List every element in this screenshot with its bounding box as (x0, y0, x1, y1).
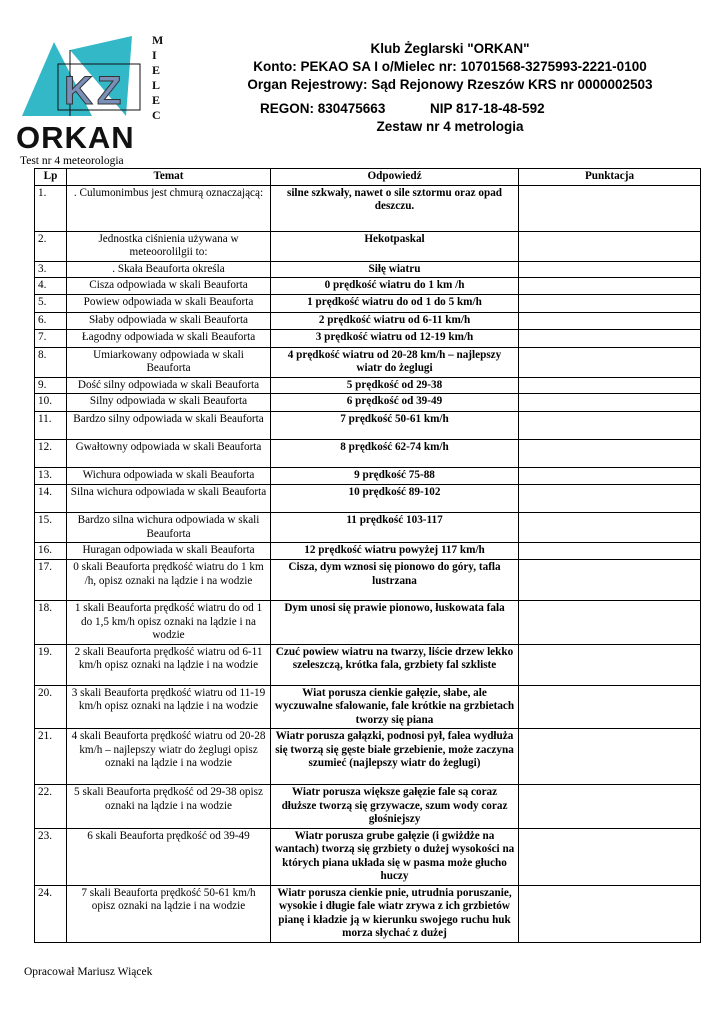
club-header (200, 40, 700, 136)
row-score (519, 394, 701, 412)
nip-number: NIP 817-18-48-592 (430, 101, 545, 116)
row-answer: Wiatr porusza gałązki, podnosi pył, falea wydłuża się tworzą się gęste białe grzebienie, może zaczyna szumieć (najlepszy wiatr do żeglugi) (271, 729, 519, 785)
row-topic: Bardzo silna wichura odpowiada w skali Beauforta (67, 513, 271, 543)
table-row (35, 377, 701, 394)
row-number: 21. (35, 729, 67, 785)
row-topic: Powiew odpowiada w skali Beauforta (67, 294, 271, 312)
row-number: 1. (35, 185, 67, 231)
row-score (519, 312, 701, 329)
table-row (35, 543, 701, 560)
table-row (35, 278, 701, 295)
row-topic: Silny odpowiada w skali Beauforta (67, 394, 271, 412)
author-note: Opracował Mariusz Wiącek (24, 966, 153, 978)
row-topic: 4 skali Beauforta prędkość wiatru od 20-28 km/h – najlepszy wiatr do żeglugi opisz oznaki na lądzie i na wodzie (67, 729, 271, 785)
row-topic: 6 skali Beauforta prędkość od 39-49 (67, 828, 271, 885)
row-topic: 1 skali Beauforta prędkość wiatru do od 1 do 1,5 km/h opisz oznaki na lądzie i na wodzie (67, 601, 271, 645)
row-answer: Wiatr porusza większe gałęzie fale są coraz dłuższe tworzą się grzywacze, szum wody coraz głośniejszy (271, 785, 519, 829)
table-row (35, 440, 701, 468)
row-answer: 11 prędkość 103-117 (271, 513, 519, 543)
row-topic: Umiarkowany odpowiada w skali Beauforta (67, 347, 271, 377)
row-topic: Silna wichura odpowiada w skali Beauforta (67, 485, 271, 513)
row-score (519, 278, 701, 295)
row-score (519, 685, 701, 729)
row-answer: 1 prędkość wiatru do od 1 do 5 km/h (271, 294, 519, 312)
row-answer: Dym unosi się prawie pionowo, łuskowata fala (271, 601, 519, 645)
row-score (519, 828, 701, 885)
row-answer: 2 prędkość wiatru od 6-11 km/h (271, 312, 519, 329)
row-number: 24. (35, 885, 67, 942)
table-row (35, 231, 701, 261)
row-topic: Słaby odpowiada w skali Beauforta (67, 312, 271, 329)
row-answer: Hekotpaskal (271, 231, 519, 261)
row-score (519, 885, 701, 942)
table-row (35, 294, 701, 312)
row-number: 15. (35, 513, 67, 543)
row-topic: Huragan odpowiada w skali Beauforta (67, 543, 271, 560)
row-topic: 2 skali Beauforta prędkość wiatru od 6-11 km/h opisz oznaki na lądzie i na wodzie (67, 644, 271, 685)
logo-wordmark: ORKAN (16, 120, 135, 152)
row-topic: Wichura odpowiada w skali Beauforta (67, 468, 271, 485)
club-logo (14, 30, 166, 152)
row-topic: Gwałtowny odpowiada w skali Beauforta (67, 440, 271, 468)
table-row (35, 329, 701, 347)
club-name: Klub Żeglarski "ORKAN" (370, 41, 530, 56)
row-answer: 8 prędkość 62-74 km/h (271, 440, 519, 468)
registry-info: Organ Rejestrowy: Sąd Rejonowy Rzeszów KRS nr 0000002503 (247, 77, 653, 92)
table-row (35, 412, 701, 440)
row-answer: Wiat porusza cienkie gałęzie, słabe, ale wyczuwalne sfalowanie, fale krótkie na grzbietach tworzy się piana (271, 685, 519, 729)
table-row (35, 513, 701, 543)
row-answer: 6 prędkość od 39-49 (271, 394, 519, 412)
header-punktacja: Punktacja (519, 169, 701, 186)
row-score (519, 485, 701, 513)
row-topic: Jednostka ciśnienia używana w meteoorolilgii to: (67, 231, 271, 261)
table-row (35, 261, 701, 278)
row-number: 5. (35, 294, 67, 312)
row-score (519, 468, 701, 485)
row-score (519, 440, 701, 468)
row-number: 7. (35, 329, 67, 347)
row-number: 13. (35, 468, 67, 485)
row-score (519, 513, 701, 543)
row-score (519, 729, 701, 785)
row-score (519, 785, 701, 829)
row-number: 18. (35, 601, 67, 645)
row-number: 2. (35, 231, 67, 261)
table-row (35, 601, 701, 645)
row-topic: 3 skali Beauforta prędkość wiatru od 11-19 km/h opisz oznaki na lądzie i na wodzie (67, 685, 271, 729)
table-row (35, 185, 701, 231)
row-score (519, 601, 701, 645)
table-row (35, 828, 701, 885)
table-row (35, 885, 701, 942)
row-number: 20. (35, 685, 67, 729)
row-answer: silne szkwały, nawet o sile sztormu oraz opad deszczu. (271, 185, 519, 231)
table-row (35, 347, 701, 377)
table-row (35, 485, 701, 513)
header-temat: Temat (67, 169, 271, 186)
logo-letter: M (152, 33, 164, 47)
row-answer: 7 prędkość 50-61 km/h (271, 412, 519, 440)
logo-letter: C (152, 108, 161, 122)
logo-monogram: KZ (64, 69, 126, 113)
row-score (519, 347, 701, 377)
table-row (35, 644, 701, 685)
row-topic: Bardzo silny odpowiada w skali Beauforta (67, 412, 271, 440)
row-number: 9. (35, 377, 67, 394)
row-number: 23. (35, 828, 67, 885)
row-score (519, 329, 701, 347)
row-number: 10. (35, 394, 67, 412)
row-answer: Wiatr porusza cienkie pnie, utrudnia poruszanie, wysokie i długie fale wiatr zrywa z ich grzbietów pianę i kładzie ją w kierunku swojego ruchu huk morza słychać z dużej (271, 885, 519, 942)
questions-table (34, 168, 701, 943)
logo-vertical-letters (152, 33, 163, 122)
set-title: Zestaw nr 4 metrologia (376, 119, 524, 134)
row-score (519, 261, 701, 278)
bank-account: Konto: PEKAO SA I o/Mielec nr: 10701568-3275993-2221-0100 (253, 59, 647, 74)
row-number: 17. (35, 560, 67, 601)
row-score (519, 644, 701, 685)
table-row (35, 685, 701, 729)
row-answer: 12 prędkość wiatru powyżej 117 km/h (271, 543, 519, 560)
logo-letter: E (152, 93, 161, 107)
row-answer: 5 prędkość od 29-38 (271, 377, 519, 394)
row-answer: Czuć powiew wiatru na twarzy, liście drzew lekko szeleszczą, krótka fala, grzbiety fal szkliste (271, 644, 519, 685)
logo-letter: L (152, 78, 161, 92)
row-number: 6. (35, 312, 67, 329)
logo-letter: I (152, 48, 157, 62)
row-number: 22. (35, 785, 67, 829)
row-answer: 3 prędkość wiatru od 12-19 km/h (271, 329, 519, 347)
row-topic: 7 skali Beauforta prędkość 50-61 km/h opisz oznaki na lądzie i na wodzie (67, 885, 271, 942)
row-topic: Dość silny odpowiada w skali Beauforta (67, 377, 271, 394)
row-topic: Łagodny odpowiada w skali Beauforta (67, 329, 271, 347)
row-answer: 0 prędkość wiatru do 1 km /h (271, 278, 519, 295)
logo-letter: E (152, 63, 161, 77)
row-score (519, 185, 701, 231)
ids-line (200, 100, 700, 118)
row-number: 16. (35, 543, 67, 560)
row-number: 14. (35, 485, 67, 513)
table-row (35, 560, 701, 601)
row-topic: . Skała Beauforta określa (67, 261, 271, 278)
row-score (519, 377, 701, 394)
row-topic: Cisza odpowiada w skali Beauforta (67, 278, 271, 295)
row-answer: Siłę wiatru (271, 261, 519, 278)
table-row (35, 312, 701, 329)
row-score (519, 543, 701, 560)
row-score (519, 412, 701, 440)
row-number: 3. (35, 261, 67, 278)
row-number: 19. (35, 644, 67, 685)
row-answer: 10 prędkość 89-102 (271, 485, 519, 513)
test-title: Test nr 4 meteorologia (20, 155, 124, 167)
row-score (519, 231, 701, 261)
row-score (519, 560, 701, 601)
row-number: 8. (35, 347, 67, 377)
row-topic: . Culumonimbus jest chmurą oznaczającą: (67, 185, 271, 231)
row-number: 12. (35, 440, 67, 468)
row-topic: 0 skali Beauforta prędkość wiatru do 1 km /h, opisz oznaki na lądzie i na wodzie (67, 560, 271, 601)
table-row (35, 468, 701, 485)
row-answer: 4 prędkość wiatru od 20-28 km/h – najlepszy wiatr do żeglugi (271, 347, 519, 377)
table-header-row (35, 169, 701, 186)
table-row (35, 785, 701, 829)
row-number: 11. (35, 412, 67, 440)
regon-number: REGON: 830475663 (260, 101, 386, 116)
row-answer: Cisza, dym wznosi się pionowo do góry, tafla lustrzana (271, 560, 519, 601)
header-lp: Lp (35, 169, 67, 186)
table-row (35, 729, 701, 785)
header-odpowiedz: Odpowiedź (271, 169, 519, 186)
row-topic: 5 skali Beauforta prędkość od 29-38 opisz oznaki na lądzie i na wodzie (67, 785, 271, 829)
row-answer: Wiatr porusza grube gałęzie (i gwiżdże na wantach) tworzą się grzbiety o dużej wysokości na których piana układa się w pasma może głucho huczy (271, 828, 519, 885)
row-score (519, 294, 701, 312)
row-answer: 9 prędkość 75-88 (271, 468, 519, 485)
table-row (35, 394, 701, 412)
row-number: 4. (35, 278, 67, 295)
